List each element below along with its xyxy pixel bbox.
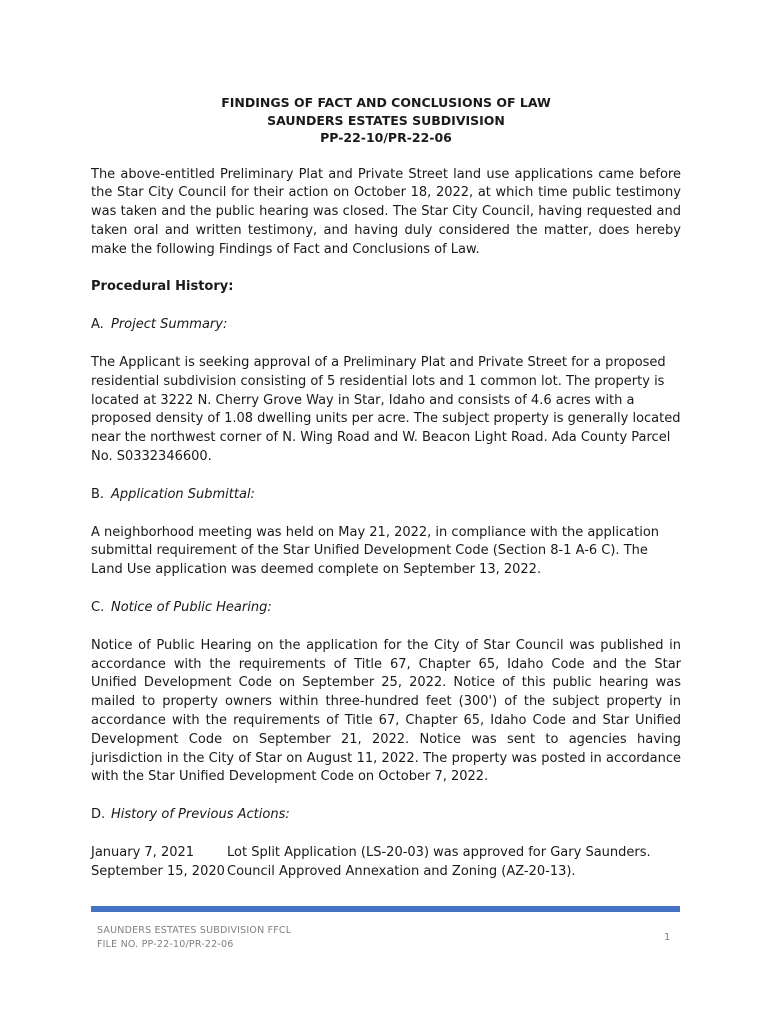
section-a-heading — [91, 316, 681, 335]
section-letter: C. — [91, 600, 105, 616]
footer-line-1: SAUNDERS ESTATES SUBDIVISION FFCL — [97, 925, 292, 936]
section-letter: D. — [91, 807, 106, 823]
document-body — [91, 94, 681, 882]
section-letter: B. — [91, 486, 105, 502]
history-action: Lot Split Application (LS-20-03) was approved for Gary Saunders. — [227, 845, 651, 861]
section-title: Application Submittal: — [111, 486, 255, 502]
section-b-body: A neighborhood meeting was held on May 21, 2022, in compliance with the application submittal requirement of the Star Unified Development Code (Section 8-1 A-6 C). The Land Use application was deemed complete on September 13, 2022. — [91, 524, 660, 578]
section-c-heading — [91, 599, 681, 618]
page-number: 1 — [664, 932, 671, 943]
history-date: January 7, 2021 — [91, 845, 195, 861]
intro-paragraph: The above-entitled Preliminary Plat and Private Street land use applications came before the Star City Council for their action on October 18, 2022, at which time public testimony was taken and the public hearing was closed. The Star City Council, having requested and taken oral and written testimony, and having duly considered the matter, does hereby make the following Findings of Fact and Conclusions of Law. — [91, 166, 681, 257]
section-title: Notice of Public Hearing: — [111, 600, 272, 616]
title-line-2: SAUNDERS ESTATES SUBDIVISION — [267, 112, 505, 128]
footer-line-2: FILE NO. PP-22-10/PR-22-06 — [97, 939, 234, 950]
footer-rule — [91, 906, 680, 912]
history-date: September 15, 2020 — [91, 863, 225, 879]
footer-file-info — [97, 924, 291, 952]
title-line-3: PP-22-10/PR-22-06 — [320, 130, 452, 145]
section-title: Project Summary: — [111, 317, 228, 333]
document-title — [91, 94, 681, 147]
section-a-body: The Applicant is seeking approval of a Preliminary Plat and Private Street for a proposed residential subdivision consisting of 5 residential lots and 1 common lot. The property is located at 3222 N. Cherry Grove Way in Star, Idaho and consists of 4.6 acres with a proposed density of 1.08 dwelling units per acre. The subject property is generally located near the northwest corner of N. Wing Road and W. Beacon Light Road. Ada County Parcel No. S0332346600. — [91, 355, 681, 465]
procedural-history-heading: Procedural History: — [91, 279, 234, 295]
title-line-1: FINDINGS OF FACT AND CONCLUSIONS OF LAW — [221, 95, 551, 110]
history-action: Council Approved Annexation and Zoning (AZ-20-13). — [227, 863, 576, 879]
section-b-heading — [91, 486, 681, 505]
table-row — [91, 844, 651, 863]
history-table — [91, 844, 651, 882]
table-row — [91, 863, 651, 882]
section-c-body: Notice of Public Hearing on the application for the City of Star Council was published in accordance with the requirements of Title 67, Chapter 65, Idaho Code and the Star Unified Development Code on September 25, 2022. Notice of this public hearing was mailed to property owners within three-hundred feet (300') of the subject property in accordance with the requirements of Title 67, Chapter 65, Idaho Code and Star Unified Development Code on September 21, 2022. Notice was sent to agencies having jurisdiction in the City of Star on August 11, 2022. The property was posted in accordance with the Star Unified Development Code on October 7, 2022. — [91, 637, 681, 785]
section-d-heading — [91, 806, 681, 825]
section-letter: A. — [91, 317, 104, 333]
section-title: History of Previous Actions: — [111, 807, 290, 823]
